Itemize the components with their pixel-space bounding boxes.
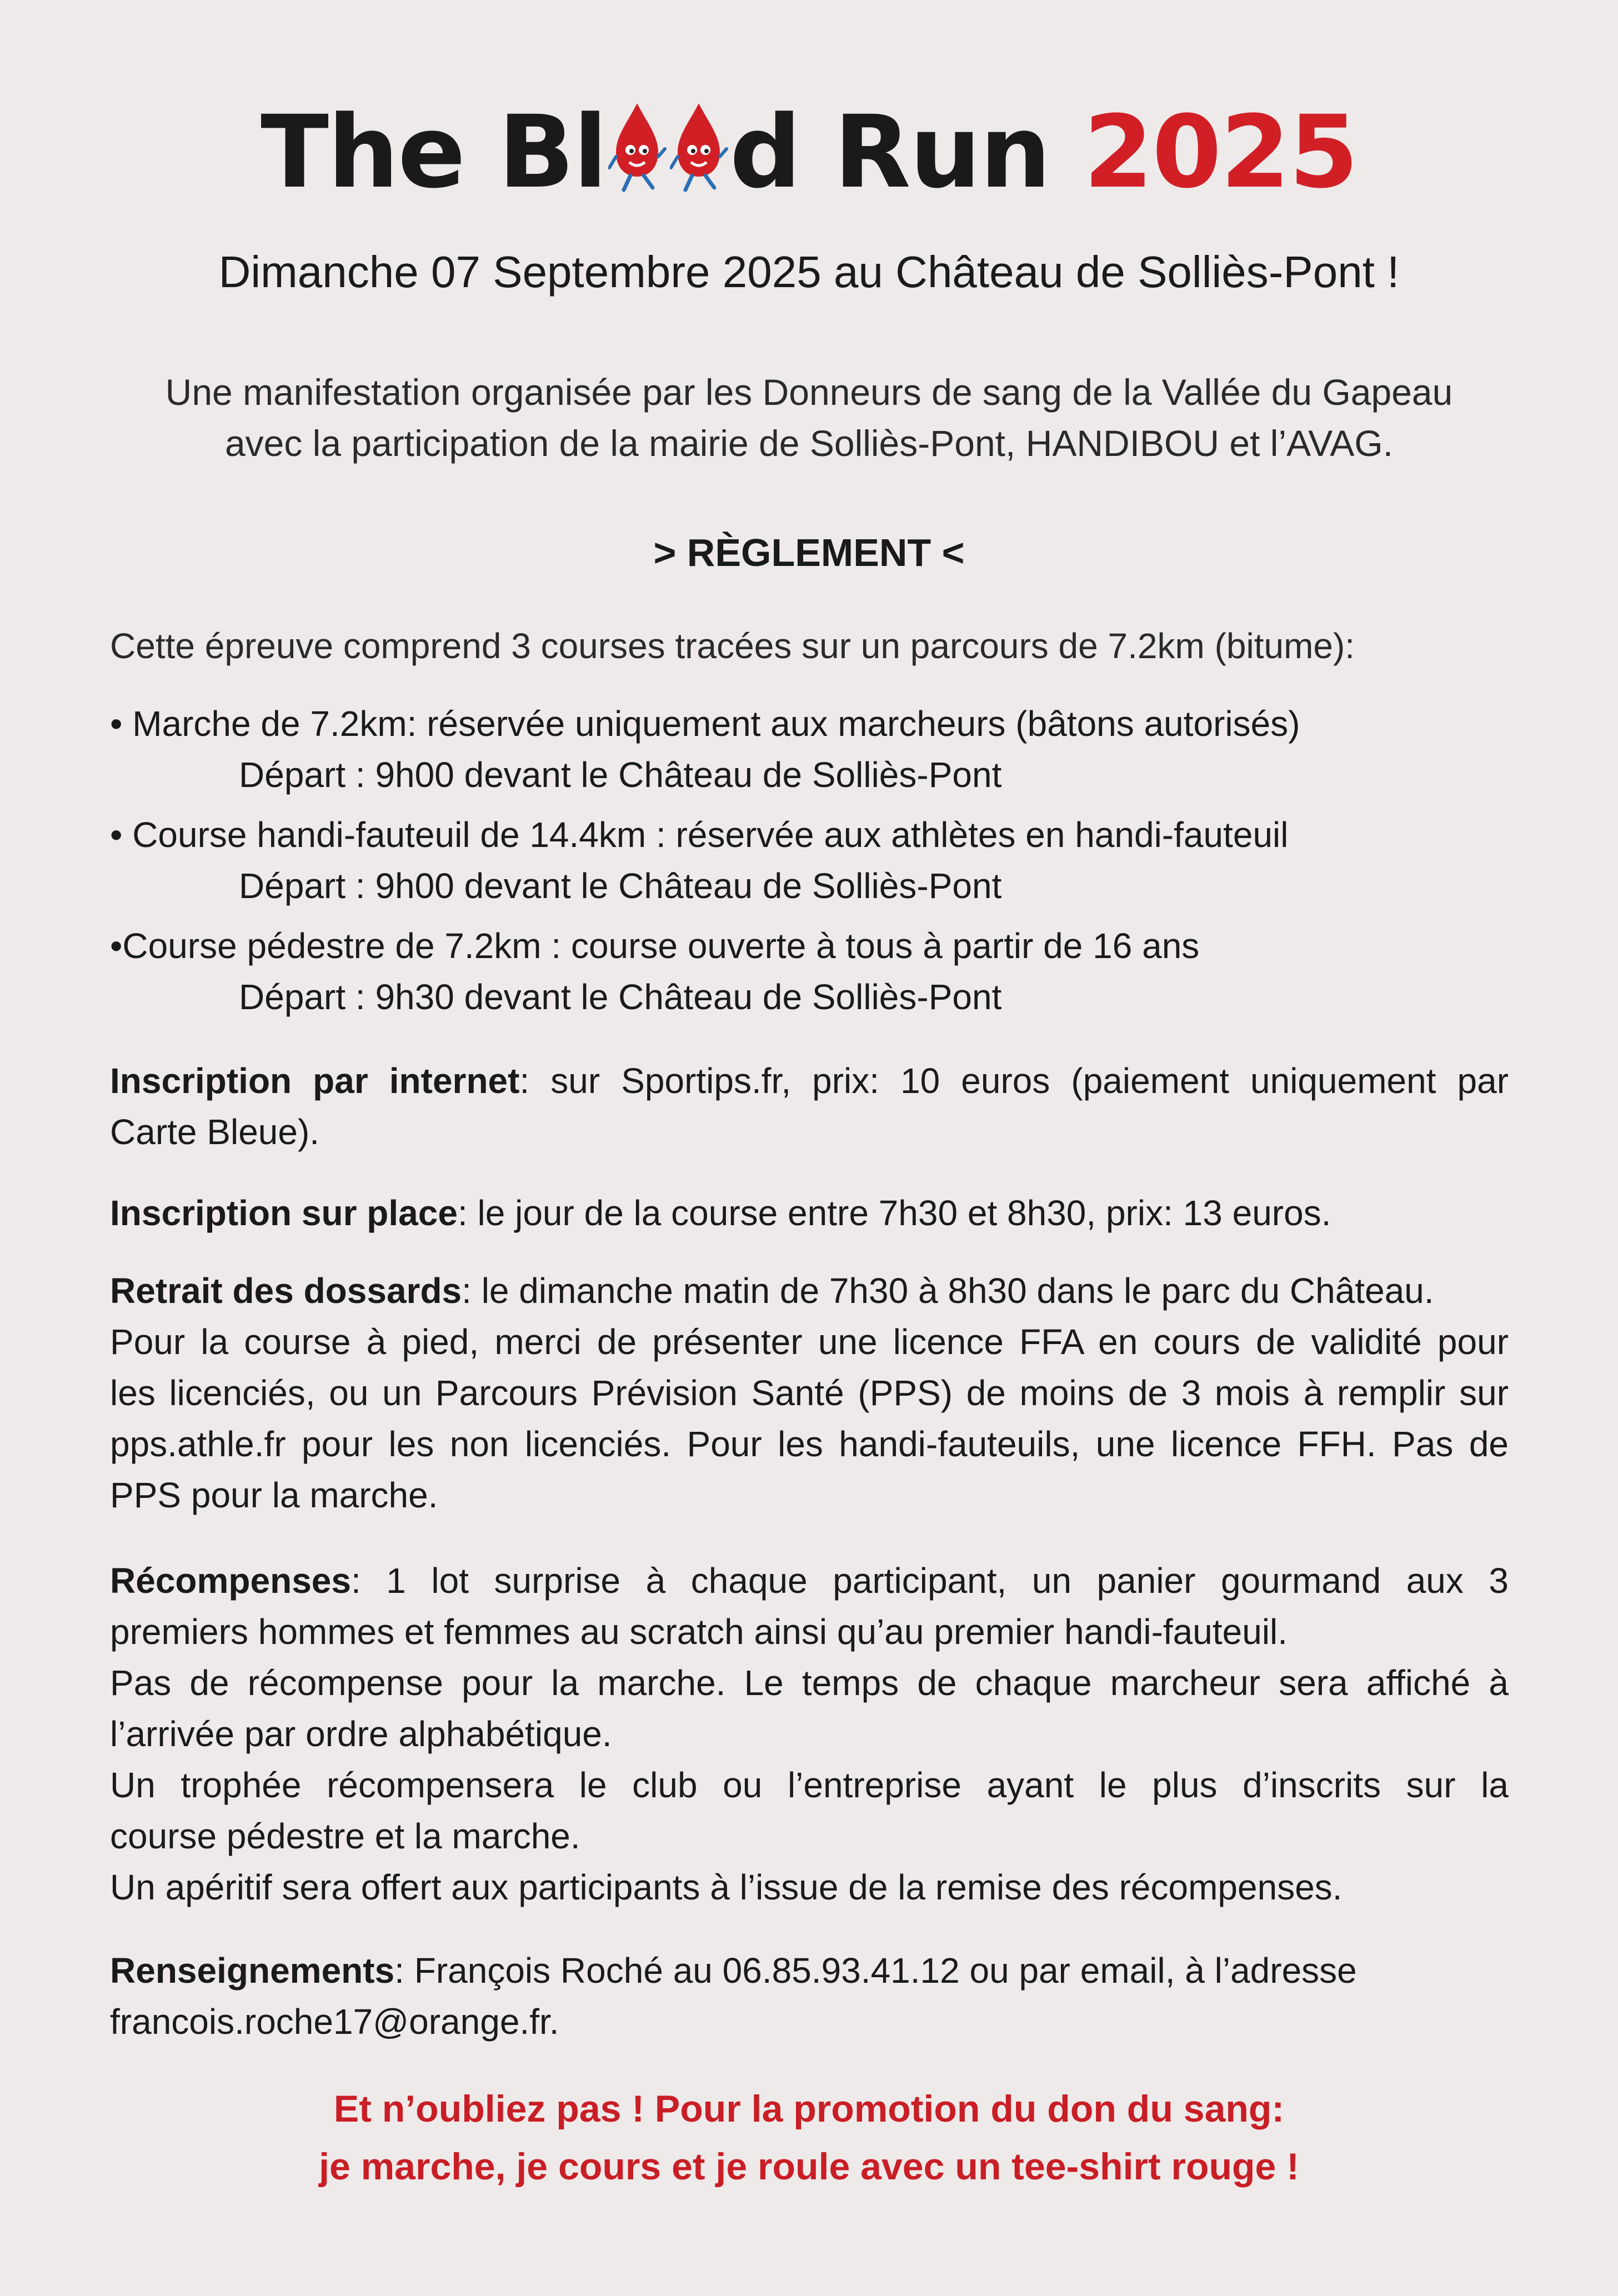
intro-line: Une manifestation organisée par les Donneurs de sang de la Vallée du Gapeau xyxy=(165,372,1453,413)
section-label: Récompenses xyxy=(110,1561,351,1601)
closing-message xyxy=(0,2080,1618,2195)
course-depart: Départ : 9h30 devant le Château de Solliès-Pont xyxy=(239,977,1002,1017)
course-depart: Départ : 9h00 devant le Château de Solliès-Pont xyxy=(239,866,1002,906)
section-text: Un trophée récompensera le club ou l’entreprise ayant le plus d’inscrits sur la xyxy=(110,1765,1509,1805)
course-title: •Course pédestre de 7.2km : course ouverte à tous à partir de 16 ans xyxy=(110,926,1200,966)
course-item xyxy=(110,809,1509,911)
section-text: : sur Sportips.fr, prix: 10 euros (paiement uniquement par xyxy=(519,1061,1509,1101)
closing-line: je marche, je cours et je roule avec un tee-shirt rouge ! xyxy=(319,2145,1299,2188)
title-part-2: d Run xyxy=(729,94,1050,210)
section-text: : François Roché au 06.85.93.41.12 ou par email, à l’adresse xyxy=(394,1951,1357,1991)
recompenses-section xyxy=(110,1555,1509,1913)
section-text: course pédestre et la marche. xyxy=(110,1816,580,1856)
inscription-place-section xyxy=(110,1187,1509,1239)
section-text: l’arrivée par ordre alphabétique. xyxy=(110,1714,612,1754)
reglement-heading: > RÈGLEMENT < xyxy=(653,531,965,574)
section-label: Inscription par internet xyxy=(110,1061,520,1101)
course-title: • Marche de 7.2km: réservée uniquement aux marcheurs (bâtons autorisés) xyxy=(110,704,1300,744)
course-item xyxy=(110,698,1509,800)
section-label: Inscription sur place xyxy=(110,1193,458,1233)
section-text: les licenciés, ou un Parcours Prévision Santé (PPS) de moins de 3 mois à remplir sur xyxy=(110,1373,1509,1413)
inscription-internet-section xyxy=(110,1055,1509,1157)
section-text: Pas de récompense pour la marche. Le temps de chaque marcheur sera affiché à xyxy=(110,1663,1509,1703)
section-text: PPS pour la marche. xyxy=(110,1475,438,1515)
section-text: : le jour de la course entre 7h30 et 8h30, prix: 13 euros. xyxy=(457,1193,1331,1233)
title-part-1: The Bl xyxy=(261,94,607,210)
blood-drop-runner-icon xyxy=(670,99,728,193)
closing-line: Et n’oubliez pas ! Pour la promotion du don du sang: xyxy=(333,2088,1285,2130)
intro-line: avec la participation de la mairie de Solliès-Pont, HANDIBOU et l’AVAG. xyxy=(224,423,1394,464)
section-text: : le dimanche matin de 7h30 à 8h30 dans le parc du Château. xyxy=(462,1271,1434,1311)
intro-paragraph xyxy=(0,367,1618,469)
section-label: Retrait des dossards xyxy=(110,1271,462,1311)
page-title xyxy=(0,83,1618,222)
retrait-section xyxy=(110,1265,1509,1521)
section-text: premiers hommes et femmes au scratch ainsi qu’au premier handi-fauteuil. xyxy=(110,1612,1288,1652)
course-depart: Départ : 9h00 devant le Château de Solliès-Pont xyxy=(239,755,1002,795)
section-text: Un apéritif sera offert aux participants à l’issue de la remise des récompenses. xyxy=(110,1867,1343,1907)
section-text: Pour la course à pied, merci de présenter une licence FFA en cours de validité pour xyxy=(110,1322,1509,1362)
courses-intro xyxy=(110,620,1509,671)
blood-drop-runner-icon xyxy=(608,99,667,193)
section-text: pps.athle.fr pour les non licenciés. Pour les handi-fauteuils, une licence FFH. Pas de xyxy=(110,1424,1509,1464)
contact-email: francois.roche17@orange.fr. xyxy=(110,2002,559,2042)
course-item xyxy=(110,920,1509,1022)
section-label: Renseignements xyxy=(110,1951,395,1991)
courses-intro-text: Cette épreuve comprend 3 courses tracées sur un parcours de 7.2km (bitume): xyxy=(110,626,1355,666)
section-text: : 1 lot surprise à chaque participant, un panier gourmand aux 3 xyxy=(350,1561,1509,1601)
renseignements-section xyxy=(110,1945,1509,2047)
section-text: Carte Bleue). xyxy=(110,1112,320,1152)
title-year: 2025 xyxy=(1083,94,1357,210)
event-date-location: Dimanche 07 Septembre 2025 au Château de Solliès-Pont ! xyxy=(218,247,1400,297)
course-title: • Course handi-fauteuil de 14.4km : réservée aux athlètes en handi-fauteuil xyxy=(110,815,1289,855)
